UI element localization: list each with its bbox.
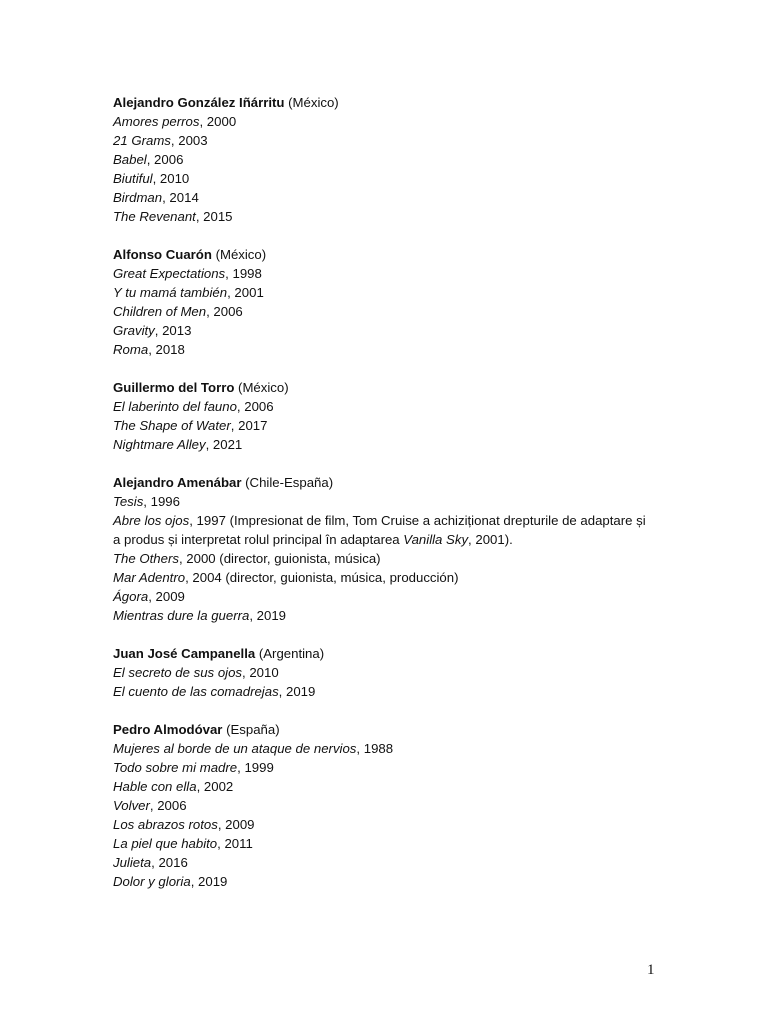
film-entry bbox=[113, 568, 653, 587]
film-details: , 2011 bbox=[217, 836, 253, 851]
director-heading bbox=[113, 378, 653, 397]
film-entry bbox=[113, 188, 653, 207]
film-title: Ágora bbox=[113, 589, 149, 604]
film-entry bbox=[113, 682, 653, 701]
film-entry bbox=[113, 283, 653, 302]
film-entry bbox=[113, 587, 653, 606]
film-title: Dolor y gloria bbox=[113, 874, 191, 889]
film-details: , 2017 bbox=[230, 418, 268, 433]
film-details: , 2015 bbox=[195, 209, 233, 224]
adaptation-title: Vanilla Sky bbox=[403, 532, 469, 547]
film-details: , 1996 bbox=[143, 494, 180, 509]
film-details: , 2006 bbox=[149, 798, 187, 813]
film-entry bbox=[113, 606, 653, 625]
film-entry bbox=[113, 492, 653, 511]
film-entry bbox=[113, 853, 653, 872]
film-title: El laberinto del fauno bbox=[113, 399, 237, 414]
director-section bbox=[113, 378, 653, 454]
director-name: Pedro Almodóvar bbox=[113, 722, 223, 737]
film-details: , 1998 bbox=[225, 266, 262, 281]
film-title: Amores perros bbox=[113, 114, 200, 129]
director-heading bbox=[113, 720, 653, 739]
director-name: Alfonso Cuarón bbox=[113, 247, 212, 262]
director-country: (Chile-España) bbox=[241, 475, 334, 490]
page-number: 1 bbox=[647, 962, 655, 978]
film-entry bbox=[113, 796, 653, 815]
film-details: , 2019 bbox=[190, 874, 228, 889]
film-details: , 2018 bbox=[148, 342, 185, 357]
film-title: Children of Men bbox=[113, 304, 207, 319]
film-entry bbox=[113, 758, 653, 777]
director-section bbox=[113, 245, 653, 359]
film-entry bbox=[113, 549, 653, 568]
film-details: , 2013 bbox=[154, 323, 192, 338]
director-section bbox=[113, 644, 653, 701]
film-details: , 2010 bbox=[242, 665, 279, 680]
film-details: , 2003 bbox=[170, 133, 208, 148]
film-title: Los abrazos rotos bbox=[113, 817, 218, 832]
film-entry bbox=[113, 302, 653, 321]
film-title: Biutiful bbox=[113, 171, 153, 186]
film-entry bbox=[113, 264, 653, 283]
film-details: , 2019 bbox=[278, 684, 316, 699]
director-country: (Argentina) bbox=[255, 646, 325, 661]
film-details: , 2014 bbox=[162, 190, 199, 205]
film-details: , 2019 bbox=[249, 608, 287, 623]
director-heading bbox=[113, 644, 653, 663]
film-title: Volver bbox=[113, 798, 150, 813]
film-details: , 2006 bbox=[206, 304, 243, 319]
director-country: (México) bbox=[284, 95, 339, 110]
director-heading bbox=[113, 93, 653, 112]
film-details: , 2021 bbox=[205, 437, 243, 452]
film-entry bbox=[113, 663, 653, 682]
film-entry bbox=[113, 340, 653, 359]
director-section bbox=[113, 473, 653, 625]
film-title: 21 Grams bbox=[113, 133, 171, 148]
director-heading bbox=[113, 245, 653, 264]
film-entry bbox=[113, 739, 653, 758]
director-section bbox=[113, 93, 653, 226]
film-entry bbox=[113, 321, 653, 340]
film-title: Tesis bbox=[113, 494, 144, 509]
film-title: Hable con ella bbox=[113, 779, 197, 794]
film-title: Todo sobre mi madre bbox=[113, 760, 238, 775]
film-title: Y tu mamá también bbox=[113, 285, 228, 300]
adaptation-details: , 2001). bbox=[468, 532, 513, 547]
director-country: (México) bbox=[234, 380, 289, 395]
film-details: , 2004 (director, guionista, música, producción) bbox=[185, 570, 459, 585]
film-details: , 2010 bbox=[152, 171, 190, 186]
film-details: , 2000 bbox=[199, 114, 237, 129]
film-title: Mujeres al borde de un ataque de nervios bbox=[113, 741, 357, 756]
film-title: La piel que habito bbox=[113, 836, 218, 851]
film-entry bbox=[113, 150, 653, 169]
film-title: Roma bbox=[113, 342, 149, 357]
film-details: , 1997 (Impresionat de film, Tom Cruise a achiziționat drepturile de adaptare și a produs și interpretat rolul principal în adaptarea bbox=[113, 513, 646, 547]
director-country: (España) bbox=[222, 722, 280, 737]
film-entry bbox=[113, 435, 653, 454]
film-details: , 2009 bbox=[148, 589, 185, 604]
film-details: , 2000 (director, guionista, música) bbox=[178, 551, 381, 566]
director-heading bbox=[113, 473, 653, 492]
film-entry bbox=[113, 777, 653, 796]
film-details: , 1988 bbox=[356, 741, 394, 756]
film-title: Gravity bbox=[113, 323, 155, 338]
film-entry bbox=[113, 511, 653, 549]
film-entry bbox=[113, 416, 653, 435]
film-details: , 2006 bbox=[146, 152, 184, 167]
director-name: Guillermo del Torro bbox=[113, 380, 235, 395]
film-entry bbox=[113, 834, 653, 853]
film-details: , 2002 bbox=[196, 779, 234, 794]
film-entry bbox=[113, 207, 653, 226]
director-name: Juan José Campanella bbox=[113, 646, 256, 661]
film-details: , 2009 bbox=[217, 817, 255, 832]
film-title: The Shape of Water bbox=[113, 418, 231, 433]
film-title: Julieta bbox=[113, 855, 152, 870]
film-entry bbox=[113, 131, 653, 150]
document-body bbox=[113, 93, 653, 910]
film-title: El secreto de sus ojos bbox=[113, 665, 243, 680]
film-title: Babel bbox=[113, 152, 147, 167]
director-name: Alejandro Amenábar bbox=[113, 475, 242, 490]
film-title: Great Expectations bbox=[113, 266, 226, 281]
film-details: , 2016 bbox=[151, 855, 188, 870]
film-details: , 2006 bbox=[236, 399, 274, 414]
film-entry bbox=[113, 872, 653, 891]
film-title: The Revenant bbox=[113, 209, 196, 224]
film-title: Birdman bbox=[113, 190, 163, 205]
film-title: Mar Adentro bbox=[113, 570, 186, 585]
film-entry bbox=[113, 169, 653, 188]
film-title: El cuento de las comadrejas bbox=[113, 684, 279, 699]
film-entry bbox=[113, 112, 653, 131]
director-section bbox=[113, 720, 653, 891]
film-title: Abre los ojos bbox=[113, 513, 190, 528]
director-country: (México) bbox=[211, 247, 267, 262]
film-entry bbox=[113, 815, 653, 834]
film-title: Nightmare Alley bbox=[113, 437, 206, 452]
film-title: The Others bbox=[113, 551, 179, 566]
film-title: Mientras dure la guerra bbox=[113, 608, 250, 623]
film-details: , 1999 bbox=[237, 760, 274, 775]
director-name: Alejandro González Iñárritu bbox=[113, 95, 285, 110]
film-details: , 2001 bbox=[227, 285, 264, 300]
film-entry bbox=[113, 397, 653, 416]
